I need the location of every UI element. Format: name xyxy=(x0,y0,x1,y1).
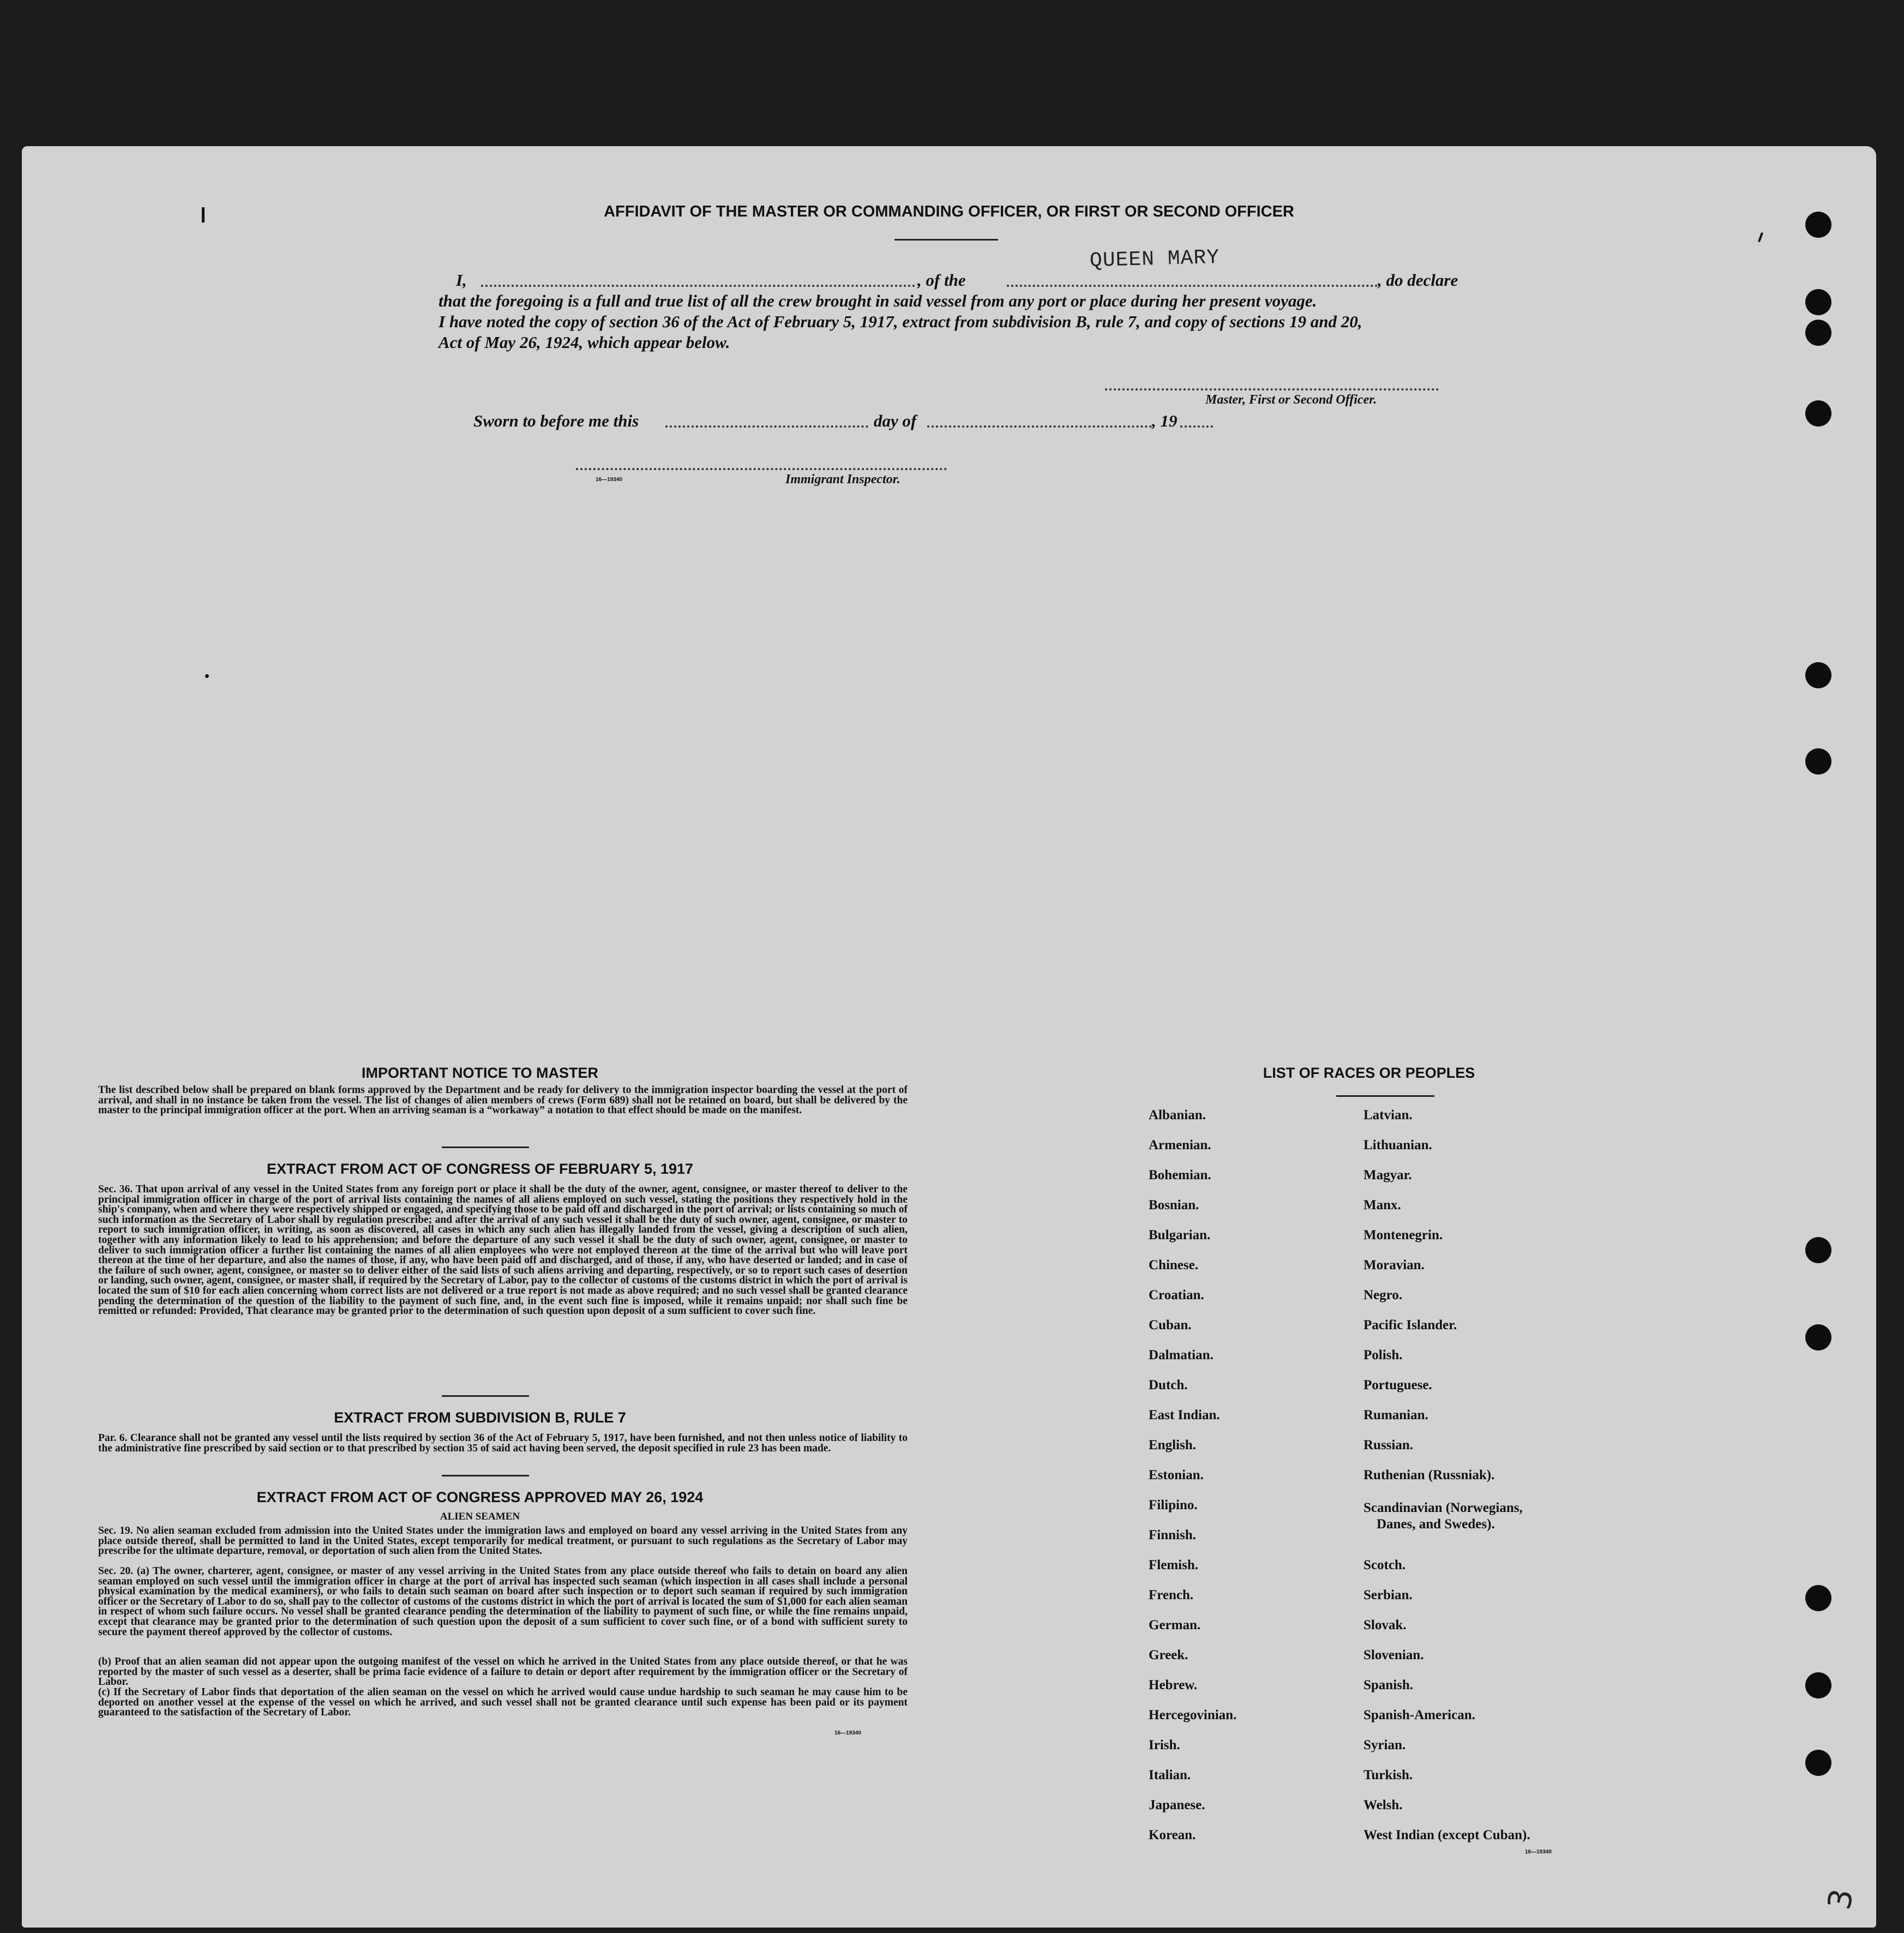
affidavit-title: AFFIDAVIT OF THE MASTER OR COMMANDING OFFICER, OR FIRST OR SECOND OFFICER xyxy=(604,203,1294,220)
declaration-line-4: Act of May 26, 1924, which appear below. xyxy=(439,333,730,352)
rule7-rule xyxy=(442,1475,529,1476)
binder-hole xyxy=(1805,320,1831,346)
race-item: Flemish. xyxy=(1149,1558,1198,1572)
race-item: Bulgarian. xyxy=(1149,1228,1211,1242)
inspector-caption: Immigrant Inspector. xyxy=(785,472,900,487)
races-rule xyxy=(1336,1095,1434,1097)
race-item: Estonian. xyxy=(1149,1468,1204,1482)
race-item: Lithuanian. xyxy=(1364,1138,1432,1152)
declaration-line-2: that the foregoing is a full and true list of all the crew brought in said vessel from any port or place during her present voyage. xyxy=(439,291,1317,310)
sworn-day-field[interactable] xyxy=(665,425,868,428)
binder-hole xyxy=(1805,1237,1831,1263)
notice-rule xyxy=(442,1146,529,1148)
race-item: Filipino. xyxy=(1149,1498,1198,1512)
do-declare-label: , do declare xyxy=(1378,271,1458,290)
race-item: Bohemian. xyxy=(1149,1168,1211,1182)
ship-name-stamp: QUEEN MARY xyxy=(1089,245,1220,273)
inspector-signature-field[interactable] xyxy=(576,468,947,470)
race-item: Scotch. xyxy=(1364,1558,1406,1572)
race-item: Greek. xyxy=(1149,1648,1188,1662)
binder-hole xyxy=(1805,1585,1831,1611)
race-item: French. xyxy=(1149,1588,1194,1602)
race-item: Italian. xyxy=(1149,1768,1191,1782)
race-item: Korean. xyxy=(1149,1828,1196,1842)
extract-1917-heading: EXTRACT FROM ACT OF CONGRESS OF FEBRUARY 5, 1917 xyxy=(266,1161,694,1177)
declarant-name-field[interactable] xyxy=(481,285,915,287)
race-item: Polish. xyxy=(1364,1348,1403,1362)
race-item: Moravian. xyxy=(1364,1258,1425,1272)
race-item: Chinese. xyxy=(1149,1258,1198,1272)
race-item: Rumanian. xyxy=(1364,1408,1428,1422)
sec20a-text: Sec. 20. (a) The owner, charterer, agent, consignee, or master of any vessel arriving in the United States from any place outside thereof who fails to detain on board any alien seaman employed on such vessel until the immigration officer in charge at the port of arrival has inspected such seaman (which inspection in all cases shall include a personal physical examination by the medical examiners), or who fails to detain such seaman on board after such inspection or to deport such seaman if required by such immigration officer or the Secretary of Labor to do so, shall pay to the collector of customs of the customs district in which the port of arrival is located the sum of $1,000 for each alien seaman in respect of whom such failure occurs. No vessel shall be granted clearance pending the determination of the liability to payment of such fine, or while the fine remains unpaid, except that clearance may be granted prior to the determination of such question upon the deposit of a sum sufficient to cover such fine, or of a bond with sufficient surety to secure the payment thereof approved by the collector of customs. xyxy=(98,1565,908,1638)
race-item: Hebrew. xyxy=(1149,1678,1198,1692)
sec19-text: Sec. 19. No alien seaman excluded from admission into the United States under the immigration laws and employed on board any vessel arriving in the United States from any place outside thereof, shall be permitted to land in the United States, except temporarily for medical treatment, or pursuant to such regulations as the Secretary of Labor may prescribe for the ultimate departure, removal, or deportation of such alien from the United States. xyxy=(98,1525,908,1557)
declarant-pronoun: I, xyxy=(456,271,467,290)
race-item: Irish. xyxy=(1149,1738,1180,1752)
binder-hole xyxy=(1805,400,1831,427)
race-item: Pacific Islander. xyxy=(1364,1318,1457,1332)
race-item: Manx. xyxy=(1364,1198,1401,1212)
race-item: Cuban. xyxy=(1149,1318,1192,1332)
extract-1917-text: Sec. 36. That upon arrival of any vessel in the United States from any foreign port or place it shall be the duty of the owner, agent, consignee, or master thereof to deliver to the principal immigration officer in charge of the port of arrival lists containing the names of all aliens employed on such vessel, stating the positions they respectively hold in the ship's company, when and where they were respectively shipped or engaged, and specifying those to be paid off and discharged in the port of arrival; or lists containing so much of such information as the Secretary of Labor shall by regulation prescribe; and after the arrival of any such vessel it shall be the duty of such owner, agent, consignee, or master to report to such immigration officer, in writing, as soon as discovered, all cases in which any such alien has illegally landed from the vessel, giving a description of such alien, together with any information likely to lead to his apprehension; and before the departure of any such vessel it shall be the duty of such owner, agent, consignee, or master to deliver to such immigration officer a further list containing the names of all alien employees who were not employed thereon at the time of the arrival but who will leave port thereon at the time of her departure, and also the names of those, if any, who have been paid off and discharged, and of those, if any, who have deserted or landed; and in case of the failure of such owner, agent, consignee, or master so to deliver either of the said lists of such aliens arriving and departing, respectively, or so to report such cases of desertion or landing, such owner, agent, consignee, or master shall, if required by the Secretary of Labor, pay to the collector of customs of the customs district in which the port of arrival is located the sum of $10 for each alien concerning whom correct lists are not delivered or a true report is not made as above required; and no such vessel shall be granted clearance pending the determination of the question of the liability to the payment of such fine, and, in the event such fine is imposed, while it remains unpaid; nor shall such fine be remitted or refunded: Provided, That clearance may be granted prior to the determination of such question upon deposit of a sum sufficient to cover such fine. xyxy=(98,1184,908,1317)
form-number: 16—19340 xyxy=(1525,1849,1552,1855)
race-item: Dalmatian. xyxy=(1149,1348,1214,1362)
binder-hole xyxy=(1805,1672,1831,1698)
race-item: Syrian. xyxy=(1364,1738,1406,1752)
race-item: Turkish. xyxy=(1364,1768,1413,1782)
race-item: Armenian. xyxy=(1149,1138,1211,1152)
race-item: East Indian. xyxy=(1149,1408,1220,1422)
race-item: Latvian. xyxy=(1364,1108,1413,1122)
race-item: English. xyxy=(1149,1438,1196,1452)
binder-hole xyxy=(1805,1750,1831,1776)
race-item: Bosnian. xyxy=(1149,1198,1199,1212)
master-signature-field[interactable] xyxy=(1105,388,1439,391)
sec20b-text: (b) Proof that an alien seaman did not appear upon the outgoing manifest of the vessel on which he arrived in the United States from any place outside thereof, or that he was reported by the master of such vessel as a deserter, shall be prima facie evidence of a failure to detain or deport after requirement by the immigration officer or the Secretary of Labor. xyxy=(98,1656,908,1688)
day-of-label: day of xyxy=(874,411,917,430)
race-item: Finnish. xyxy=(1149,1528,1196,1542)
race-item: Serbian. xyxy=(1364,1588,1413,1602)
title-rule xyxy=(894,239,998,241)
sworn-month-field[interactable] xyxy=(927,425,1152,428)
race-item: Welsh. xyxy=(1364,1798,1403,1812)
sworn-label: Sworn to before me this xyxy=(473,411,639,430)
binder-hole xyxy=(1805,662,1831,688)
sworn-year-field[interactable] xyxy=(1180,425,1213,428)
extract-1924-heading: EXTRACT FROM ACT OF CONGRESS APPROVED MAY 26, 1924 xyxy=(256,1489,704,1505)
binder-hole xyxy=(1805,748,1831,775)
handwritten-page-mark: 3 xyxy=(1820,1886,1861,1913)
rule7-text: Par. 6. Clearance shall not be granted any vessel until the lists required by section 36 of the Act of February 5, 1917, have been furnished, and not then unless notice of liability to the administrative fine prescribed by said section or to that prescribed by section 35 of said act having been served, the deposit specified in rule 23 has been made. xyxy=(98,1432,908,1454)
ship-name-field[interactable] xyxy=(1007,285,1378,287)
race-item: Portuguese. xyxy=(1364,1378,1432,1392)
race-item: Ruthenian (Russniak). xyxy=(1364,1468,1495,1482)
year-prefix: , 19 xyxy=(1152,411,1178,430)
form-number: 16—19340 xyxy=(834,1730,861,1736)
race-item: Spanish-American. xyxy=(1364,1708,1475,1722)
notice-text: The list described below shall be prepared on blank forms approved by the Department and be ready for delivery to the immigration inspector boarding the vessel at the port of arrival, and shall in no instance be taken from the vessel. The list of changes of alien members of crews (Form 689) shall not be retained on board, but shall be delivered by the master to the principal immigration officer at the port. When an arriving seaman is a “workaway” a notation to that effect should be made on the manifest. xyxy=(98,1084,908,1116)
sec20c-text: (c) If the Secretary of Labor finds that deportation of the alien seaman on the vessel on which he arrived would cause undue hardship to such seaman he may cause him to be deported on another vessel at the expense of the vessel on which he arrived, and such vessel shall not be granted clearance until such expense has been paid or its payment guaranteed to the satisfaction of the Secretary of Labor. xyxy=(98,1686,908,1719)
race-item: Montenegrin. xyxy=(1364,1228,1443,1242)
race-item: Negro. xyxy=(1364,1288,1403,1302)
form-sheet xyxy=(22,146,1876,1928)
declaration-line-3: I have noted the copy of section 36 of the Act of February 5, 1917, extract from subdivision B, rule 7, and copy of sections 19 and 20, xyxy=(439,312,1362,331)
race-item: Spanish. xyxy=(1364,1678,1414,1692)
race-item: Slovak. xyxy=(1364,1618,1407,1632)
race-item: Hercegovinian. xyxy=(1149,1708,1237,1722)
stray-mark xyxy=(1758,232,1763,242)
race-item: German. xyxy=(1149,1618,1201,1632)
race-item: Magyar. xyxy=(1364,1168,1412,1182)
of-the-label: , of the xyxy=(917,271,966,290)
race-item: Slovenian. xyxy=(1364,1648,1424,1662)
race-item: Scandinavian (Norwegians, xyxy=(1364,1500,1523,1515)
extract-1917-rule xyxy=(442,1395,529,1397)
binder-hole xyxy=(1805,1324,1831,1350)
rule7-heading: EXTRACT FROM SUBDIVISION B, RULE 7 xyxy=(334,1409,626,1426)
form-number: 16—19340 xyxy=(596,477,622,483)
alien-seamen-subheading: ALIEN SEAMEN xyxy=(440,1511,520,1522)
race-item: Russian. xyxy=(1364,1438,1414,1452)
stray-mark xyxy=(205,674,209,678)
notice-heading: IMPORTANT NOTICE TO MASTER xyxy=(362,1065,598,1081)
race-item: Croatian. xyxy=(1149,1288,1204,1302)
binder-hole xyxy=(1805,289,1831,315)
master-caption: Master, First or Second Officer. xyxy=(1205,393,1377,407)
races-heading: LIST OF RACES OR PEOPLES xyxy=(1263,1065,1475,1081)
race-item: West Indian (except Cuban). xyxy=(1364,1828,1530,1842)
race-item: Dutch. xyxy=(1149,1378,1188,1392)
race-item: Danes, and Swedes). xyxy=(1377,1517,1495,1532)
race-item: Albanian. xyxy=(1149,1108,1206,1122)
race-item: Japanese. xyxy=(1149,1798,1205,1812)
